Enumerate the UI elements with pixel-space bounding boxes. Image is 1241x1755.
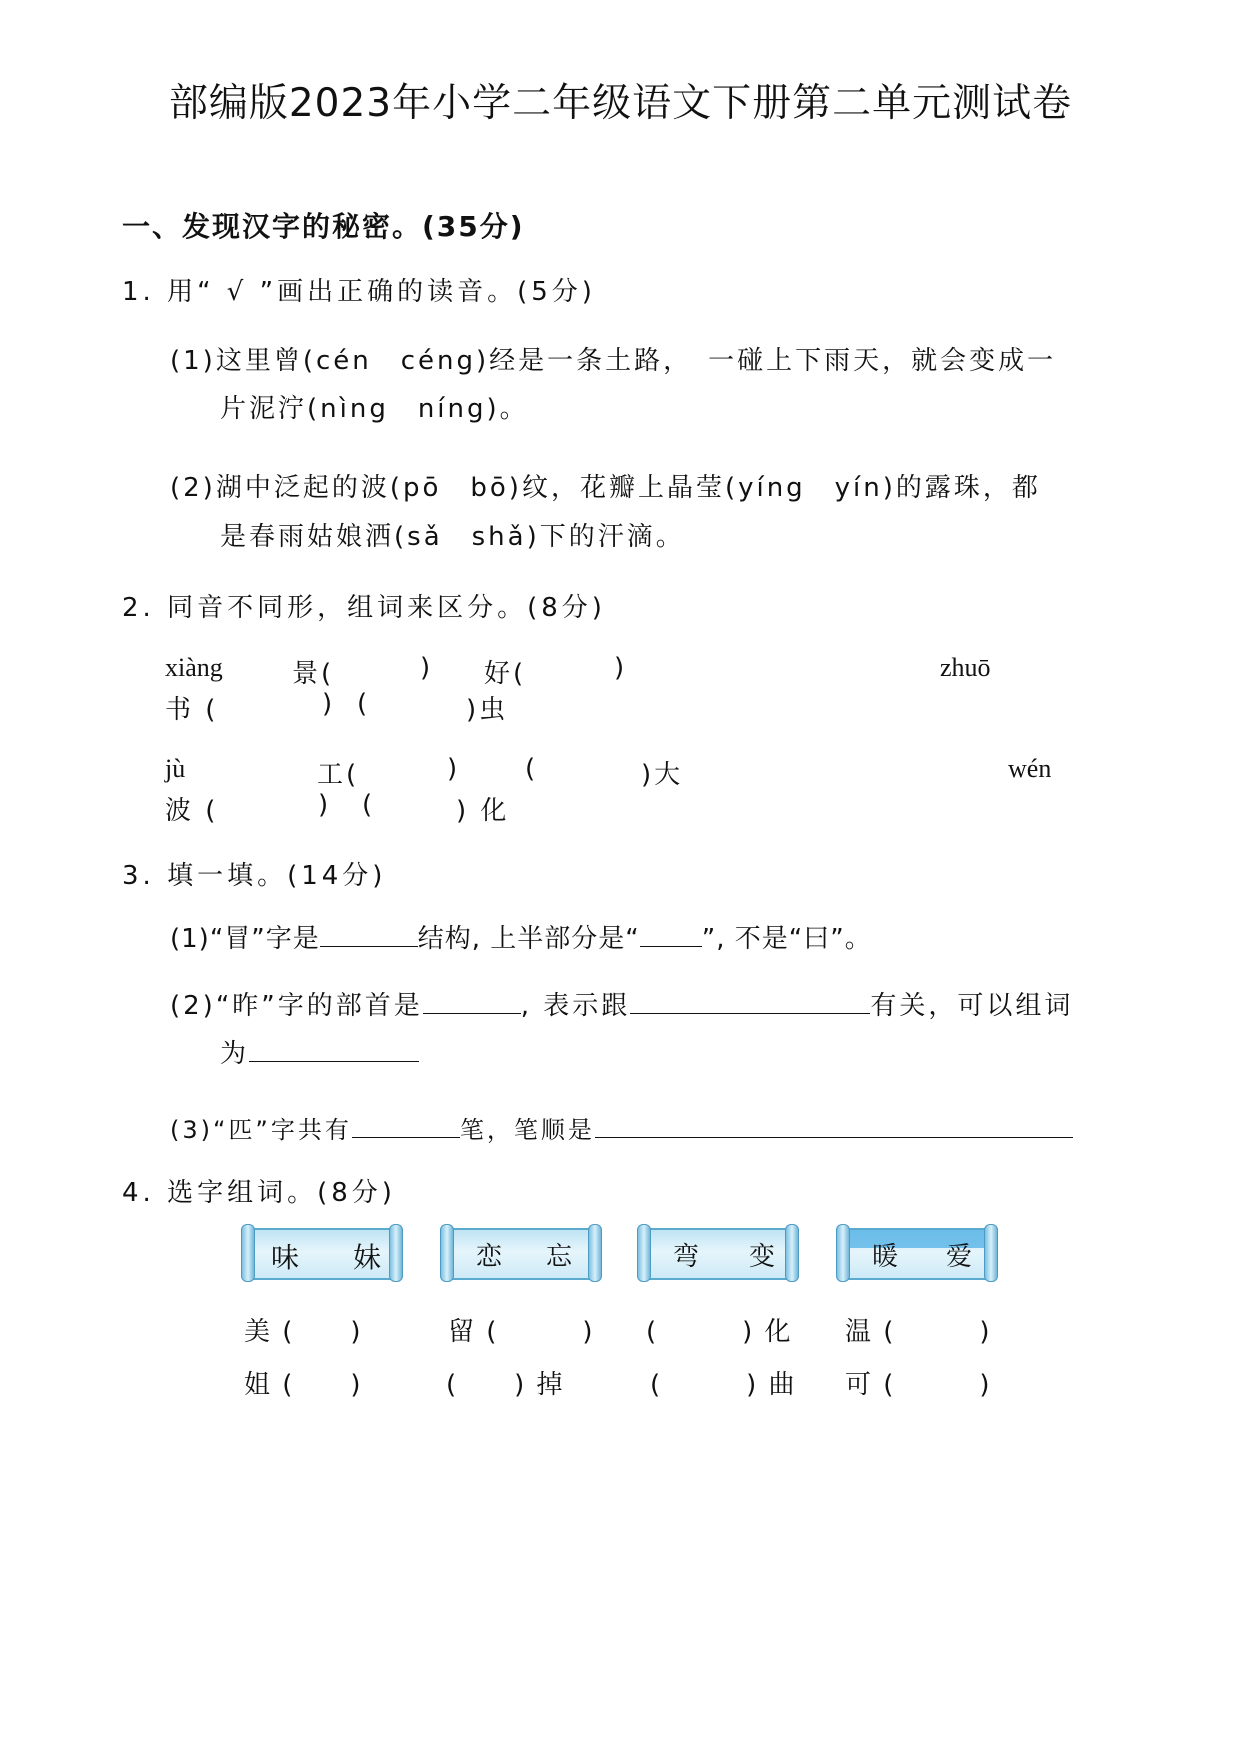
q4-row1-item-1: 美 ( ) <box>244 1317 363 1347</box>
question-3-heading: 3. 填一填。(14分) <box>122 861 387 891</box>
q3-item2-blank-1[interactable] <box>423 1012 521 1014</box>
q2-row1-word-b: 好( <box>484 659 527 689</box>
q3-item3-text-a: (3)“匹”字共有 <box>170 1116 352 1144</box>
q3-item3-blank-1[interactable] <box>352 1136 460 1138</box>
q4-row2-item-3: ( ) 曲 <box>650 1370 797 1400</box>
question-1-heading: 1. 用“ √ ”画出正确的读音。(5分) <box>122 277 596 307</box>
q3-item1-text-b: 结构, 上半部分是“ <box>417 924 640 954</box>
scroll-1-char-2: 妹 <box>353 1241 382 1274</box>
question-1-item-2-line-1: (2)湖中泛起的波(pō bō)纹，花瓣上晶莹(yíng yín)的露珠，都 <box>170 473 1041 503</box>
q3-item2-text-b: , 表示跟 <box>520 991 631 1021</box>
question-1-item-1-line-1: (1)这里曾(cén céng)经是一条土路， 一碰上下雨天，就会变成一 <box>170 346 1057 376</box>
word-scroll-2 <box>440 1222 602 1284</box>
scroll-3-char-1: 弯 <box>673 1242 700 1272</box>
q2-row1-word-a-close: ) <box>420 653 434 683</box>
q3-item3-blank-2[interactable] <box>595 1136 1073 1138</box>
pinyin-ju: jù <box>165 754 186 783</box>
q2-row1-word-b-close: ) <box>614 653 628 683</box>
q2-row1-word-c-close: ) <box>322 689 336 719</box>
q2-row2-word-a-close: ) <box>447 754 461 784</box>
q4-row1-item-4: 温 ( ) <box>845 1317 992 1347</box>
q3-item1-blank-2[interactable] <box>640 945 702 947</box>
q2-row1-word-d: ( <box>357 689 371 719</box>
word-scroll-4 <box>836 1222 998 1284</box>
scroll-2-char-2: 忘 <box>546 1242 573 1272</box>
q2-row1-word-a: 景( <box>292 659 335 689</box>
q3-item2-blank-2[interactable] <box>630 1012 870 1014</box>
question-1-item-2-line-2: 是春雨姑娘洒(sǎ shǎ)下的汗滴。 <box>220 522 685 552</box>
question-3-item-2 <box>170 985 1073 1022</box>
q4-row2-item-1: 姐 ( ) <box>244 1370 363 1400</box>
scroll-2-char-1: 恋 <box>476 1242 503 1272</box>
q2-row2-word-d-close: ) 化 <box>456 796 510 826</box>
q2-row2-word-a: 工( <box>317 760 360 790</box>
q2-row2-word-b: ( <box>525 754 539 784</box>
question-2-heading: 2. 同音不同形，组词来区分。(8分) <box>122 593 606 623</box>
scroll-3-char-2: 变 <box>749 1242 776 1272</box>
question-4-heading: 4. 选字组词。(8分) <box>122 1178 396 1208</box>
q3-item2-blank-3[interactable] <box>249 1060 419 1062</box>
q2-row2-word-b-close: )大 <box>641 760 684 790</box>
q4-row2-item-2: ( ) 掉 <box>446 1370 565 1400</box>
q3-item2-text-c: 有关，可以组词 <box>870 991 1074 1021</box>
q3-item1-blank-1[interactable] <box>320 945 418 947</box>
q3-item2-text-a: (2)“昨”字的部首是 <box>170 991 423 1021</box>
q2-row2-word-c: 波 ( <box>165 796 219 826</box>
scroll-4-char-1: 暖 <box>872 1242 899 1272</box>
q4-row1-item-2: 留 ( ) <box>448 1317 595 1347</box>
word-scroll-3 <box>637 1222 799 1284</box>
q2-row1-word-d-close: )虫 <box>466 695 509 725</box>
q3-item3-text-b: 笔，笔顺是 <box>459 1116 595 1144</box>
q2-row2-word-c-close: ) <box>318 790 332 820</box>
question-3-item-2-cont <box>220 1033 419 1070</box>
pinyin-wen: wén <box>1008 754 1052 783</box>
section-heading: 一、发现汉字的秘密。(35分) <box>122 210 525 243</box>
question-3-item-1 <box>170 918 872 955</box>
q3-item1-text-c: ”, 不是“曰”。 <box>701 924 872 954</box>
page-title: 部编版2023年小学二年级语文下册第二单元测试卷 <box>168 81 1073 126</box>
q3-item1-text-a: (1)“冒”字是 <box>170 924 320 954</box>
q4-row1-item-3: ( ) 化 <box>646 1317 793 1347</box>
scroll-1-char-1: 味 <box>271 1241 300 1274</box>
pinyin-zhuo: zhuō <box>940 653 991 682</box>
q3-item2-text-d: 为 <box>220 1039 250 1069</box>
q4-row2-item-4: 可 ( ) <box>845 1370 992 1400</box>
scroll-4-char-2: 爱 <box>946 1242 973 1272</box>
pinyin-xiang: xiàng <box>165 653 223 682</box>
q2-row2-word-d: ( <box>362 790 376 820</box>
q2-row1-word-c: 书 ( <box>165 695 219 725</box>
question-1-item-1-line-2: 片泥泞(nìng níng)。 <box>220 394 529 424</box>
question-3-item-3 <box>170 1110 1073 1145</box>
word-scroll-1 <box>241 1222 403 1284</box>
